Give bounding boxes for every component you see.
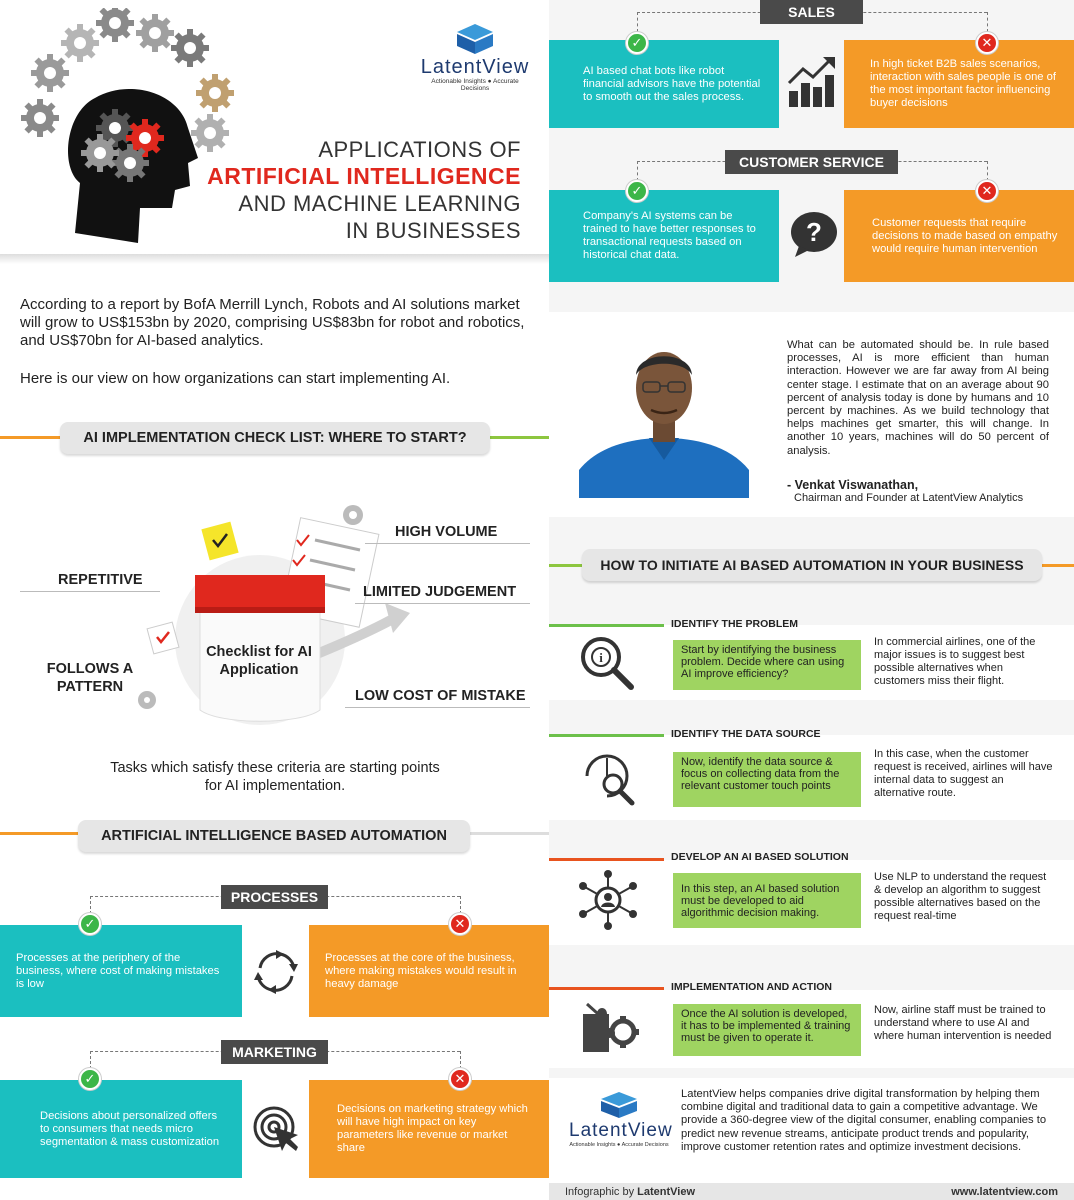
- footer-logo: [569, 1090, 673, 1148]
- cross-icon: ✕: [449, 913, 471, 935]
- quote-author: - Venkat Viswanathan,: [787, 478, 919, 492]
- header-divider: [0, 254, 549, 264]
- footer-brand-tagline: Actionable Insights ● Accurate Decisions: [569, 1142, 669, 1148]
- step-2-example: In this case, when the customer request is received, airlines will have internal data to suggest an alternative route.: [874, 748, 1053, 799]
- processes-con-box: Processes at the core of the business, where making mistakes would result in heavy damage: [309, 925, 549, 1017]
- connector-line: [460, 1051, 461, 1069]
- step-4-example: Now, airline staff must be trained to understand where to use AI and where human intervention is needed: [874, 1004, 1052, 1042]
- section-label-marketing: MARKETING: [221, 1040, 328, 1064]
- step-4-action: Once the AI solution is developed, it has to be implemented & training must be given to operate it.: [673, 1004, 861, 1056]
- target-icon: [252, 1105, 302, 1155]
- footer-about-text: LatentView helps companies drive digital transformation by helping them combine digital and traditional data to gain a competitive advantage. We provide a 360-degree view of the digital consumer, enabling companies to predict new revenue streams, anticipate product trends and popularity, improve customer retention rates and optimize investment decisions.: [681, 1088, 1047, 1153]
- cross-icon: ✕: [976, 180, 998, 202]
- intro-lead: Here is our view on how organizations can start implementing AI.: [20, 370, 451, 387]
- intro-paragraph: According to a report by BofA Merrill Lynch, Robots and AI solutions market will grow to US$153bn by 2020, comprising US$83bn for robot and robotics, and US$70bn for AI-based analytics.: [20, 296, 525, 349]
- step-1-action: Start by identifying the business problem. Decide where can using AI improve efficiency?: [673, 640, 861, 690]
- quote-role: Chairman and Founder at LatentView Analytics: [794, 492, 1024, 504]
- step-1-title: IDENTIFY THE PROBLEM: [671, 618, 798, 630]
- credit-brand: LatentView: [637, 1186, 696, 1198]
- step-accent: [549, 624, 664, 627]
- step-3-example: Use NLP to understand the request & develop an algorithm to suggest possible alternatives based on the request real-time: [874, 871, 1047, 922]
- check-icon: ✓: [626, 180, 648, 202]
- check-icon: ✓: [626, 32, 648, 54]
- cross-icon: ✕: [449, 1068, 471, 1090]
- marketing-pro-box: Decisions about personalized offers to consumers that needs micro segmentation & mass customization: [0, 1080, 242, 1178]
- criterion-repetitive: REPETITIVE: [58, 572, 143, 588]
- header: [0, 0, 549, 258]
- connector-line: [987, 12, 988, 32]
- footer-brand-name: LatentView: [569, 1120, 673, 1141]
- criterion-underline: [345, 707, 530, 708]
- brand-name: LatentView: [420, 56, 530, 78]
- section-label-sales: SALES: [760, 0, 863, 24]
- page-title: [201, 136, 521, 244]
- customer-service-pro-box: Company's AI systems can be trained to have better responses to transactional requests based on historical chat data.: [549, 190, 779, 282]
- criterion-underline: [20, 591, 160, 592]
- title-line-2: ARTIFICIAL INTELLIGENCE: [207, 163, 521, 189]
- connector-line: [90, 1051, 91, 1069]
- step-accent: [549, 734, 664, 737]
- brand-logo: [420, 22, 530, 92]
- footer-url[interactable]: www.latentview.com: [951, 1186, 1058, 1198]
- step-4-title: IMPLEMENTATION AND ACTION: [671, 981, 832, 993]
- right-column: [549, 0, 1074, 1200]
- step-accent: [549, 858, 664, 861]
- sales-pro-box: AI based chat bots like robot financial advisors have the potential to smooth out the sales process.: [549, 40, 779, 128]
- cross-icon: ✕: [976, 32, 998, 54]
- brand-tagline: Actionable Insights ● Accurate Decisions: [431, 78, 519, 92]
- connector-line: [637, 12, 638, 32]
- step-1-example: In commercial airlines, one of the major issues is to suggest best possible alternatives when customers miss their flight.: [874, 636, 1036, 687]
- criterion-underline: [365, 543, 530, 544]
- title-line-4: IN BUSINESSES: [345, 218, 521, 243]
- section-label-processes: PROCESSES: [221, 885, 328, 909]
- criterion-high-volume: HIGH VOLUME: [395, 524, 498, 540]
- marketing-con-box: Decisions on marketing strategy which will have high impact on key parameters like revenue or market share: [309, 1080, 549, 1178]
- data-search-icon: [577, 748, 639, 806]
- magnifier-info-icon: [579, 635, 637, 691]
- customer-service-con-box: Customer requests that require decisions to made based on empathy would require human intervention: [844, 190, 1074, 282]
- step-3-action: In this step, an AI based solution must be developed to aid algorithmic decision making.: [673, 873, 861, 928]
- cube-logo-icon: [455, 22, 495, 56]
- title-line-1: APPLICATIONS OF: [318, 137, 521, 162]
- footer-credit: [565, 1186, 695, 1198]
- section-label-customer-service: CUSTOMER SERVICE: [725, 150, 898, 174]
- criterion-low-cost-of-mistake: LOW COST OF MISTAKE: [355, 688, 526, 704]
- criterion-follows-a-pattern: FOLLOWS A PATTERN: [46, 661, 134, 695]
- automation-heading: ARTIFICIAL INTELLIGENCE BASED AUTOMATION: [78, 820, 470, 852]
- processes-pro-box: Processes at the periphery of the business, where cost of making mistakes is low: [0, 925, 242, 1017]
- quote-text: What can be automated should be. In rule based processes, AI is more efficient than human interaction. However we are far away from AI being center stage. I estimate that on an average about 90 percent of analysis today is done by humans and 10 percent by machines. As we build technology that helps machines get smarter, this will change. In another 10 years, machines will do 50 percent of analysis.: [787, 339, 1049, 457]
- growth-chart-icon: [787, 55, 839, 110]
- checklist-heading: AI IMPLEMENTATION CHECK LIST: WHERE TO START?: [60, 422, 490, 454]
- connector-line: [460, 896, 461, 914]
- criterion-underline: [355, 603, 530, 604]
- connector-line: [90, 896, 91, 914]
- network-node-icon: [577, 870, 639, 930]
- credit-prefix: Infographic by: [565, 1186, 638, 1198]
- title-line-3: AND MACHINE LEARNING: [238, 191, 521, 216]
- svg-text:?: ?: [806, 217, 822, 247]
- connector-line: [987, 161, 988, 181]
- step-3-title: DEVELOP AN AI BASED SOLUTION: [671, 851, 849, 863]
- sales-con-box: In high ticket B2B sales scenarios, interaction with sales people is one of the most important factor influencing buyer decisions: [844, 40, 1074, 128]
- check-icon: ✓: [79, 913, 101, 935]
- cycle-arrows-icon: [252, 948, 300, 996]
- criterion-limited-judgement: LIMITED JUDGEMENT: [363, 584, 517, 600]
- step-accent: [549, 987, 664, 990]
- question-bubble-icon: [789, 210, 839, 258]
- connector-line: [637, 161, 638, 181]
- check-icon: ✓: [79, 1068, 101, 1090]
- step-2-title: IDENTIFY THE DATA SOURCE: [671, 728, 821, 740]
- checklist-center-label: Checklist for AI Application: [206, 644, 312, 678]
- step-2-action: Now, identify the data source & focus on collecting data from the relevant customer touch points: [673, 752, 861, 807]
- initiate-heading: HOW TO INITIATE AI BASED AUTOMATION IN YOUR BUSINESS: [582, 549, 1042, 581]
- avatar: [579, 330, 749, 498]
- checklist-caption: Tasks which satisfy these criteria are starting points for AI implementation.: [110, 760, 440, 794]
- svg-text:i: i: [599, 650, 603, 665]
- puzzle-gear-icon: [579, 1000, 639, 1058]
- cube-logo-icon: [599, 1090, 639, 1120]
